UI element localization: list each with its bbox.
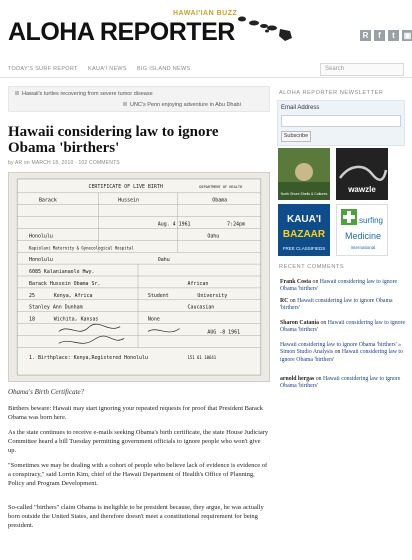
ad-wawzle[interactable] bbox=[336, 148, 388, 200]
ticker-item[interactable]: Hawaii's turtles recovering from severe tumor disease bbox=[15, 91, 153, 97]
svg-text:Student: Student bbox=[147, 292, 169, 299]
bullet-icon bbox=[123, 102, 127, 106]
cert-dept: DEPARTMENT OF HEALTH bbox=[199, 184, 243, 189]
search-input[interactable]: Search bbox=[320, 63, 404, 76]
svg-text:151 61 10641: 151 61 10641 bbox=[187, 355, 217, 361]
svg-text:Honolulu: Honolulu bbox=[29, 257, 53, 264]
nav-big-island-news[interactable]: BIG ISLAND NEWS bbox=[137, 66, 191, 72]
comment-item: arnold hergas on Hawaii considering law to ignore Obama 'birthers' bbox=[280, 376, 401, 390]
email-icon[interactable]: ▣ bbox=[403, 31, 412, 40]
svg-text:7:24pm: 7:24pm bbox=[227, 221, 245, 228]
subscribe-button[interactable]: Subscribe bbox=[281, 131, 311, 142]
palm-icon bbox=[278, 148, 330, 200]
svg-text:25: 25 bbox=[29, 292, 36, 299]
ad-kauai-bazaar[interactable] bbox=[278, 204, 330, 256]
comment-item: Hawaii considering law to ignore Obama 'birthers' » Simon Studio Analysis on Hawaii considering law to ignore Obama 'birthers' bbox=[280, 342, 403, 363]
cert-footer: 1. Birthplace: Kenya,Registered Honolulu bbox=[29, 355, 148, 362]
svg-text:6085 Kalanianaole Hwy.: 6085 Kalanianaole Hwy. bbox=[29, 269, 95, 276]
svg-text:BAZAAR: BAZAAR bbox=[282, 229, 326, 240]
svg-text:None: None bbox=[147, 316, 160, 323]
birth-certificate-image bbox=[8, 172, 270, 382]
image-caption: Obama's Birth Certificate? bbox=[8, 388, 85, 396]
article-paragraph: As the state continues to receive e-mails seeking Obama's birth certificate, the state House Judiciary Committee heard a bill Tuesday permitting government officials to ignore people who won't give up. bbox=[8, 429, 269, 454]
site-tagline: HAWAI'IAN BUZZ bbox=[173, 10, 238, 17]
svg-text:AUG -8 1961: AUG -8 1961 bbox=[207, 329, 241, 336]
site-header bbox=[0, 0, 412, 60]
social-links bbox=[360, 30, 412, 41]
comment-item: Sharon Catania on Hawaii considering law to ignore Obama 'birthers' bbox=[280, 320, 406, 334]
svg-text:Obama: Obama bbox=[212, 197, 228, 204]
article-title[interactable]: Hawaii considering law to ignore Obama 'birthers' bbox=[8, 124, 219, 156]
svg-text:18: 18 bbox=[29, 316, 36, 323]
ticker-item[interactable]: UNC's Penn enjoying adventure in Abu Dhabi bbox=[123, 102, 241, 108]
svg-text:international: international bbox=[350, 245, 376, 250]
newsletter-heading: ALOHA REPORTER NEWSLETTER bbox=[279, 90, 384, 96]
svg-text:Kenya, Africa: Kenya, Africa bbox=[53, 292, 93, 299]
svg-text:Kapiolani Maternity & Gynecolo: Kapiolani Maternity & Gynecological Hospital bbox=[29, 245, 134, 251]
newsletter-form bbox=[277, 100, 405, 146]
article-paragraph: Birthers beware: Hawaii may start ignoring your repeated requests for proof that President Barack Obama was born here. bbox=[8, 405, 264, 421]
svg-text:Stanley Ann Dunham: Stanley Ann Dunham bbox=[29, 304, 83, 311]
news-ticker bbox=[8, 86, 270, 112]
cert-title: CERTIFICATE OF LIVE BIRTH bbox=[88, 183, 163, 190]
svg-text:Medicine: Medicine bbox=[344, 231, 382, 241]
email-label: Email Address bbox=[281, 105, 320, 111]
recent-comments-heading: RECENT COMMENTS bbox=[279, 264, 345, 270]
svg-text:Barack: Barack bbox=[38, 197, 57, 204]
svg-text:FREE CLASSIFIEDS: FREE CLASSIFIEDS bbox=[282, 246, 326, 251]
svg-text:Aug. 4 1961: Aug. 4 1961 bbox=[157, 221, 191, 228]
wave-icon bbox=[336, 148, 388, 200]
email-field[interactable] bbox=[281, 115, 401, 127]
svg-text:Oahu: Oahu bbox=[207, 233, 220, 240]
site-logo[interactable]: ALOHA REPORTER bbox=[8, 18, 235, 46]
svg-text:surfing: surfing bbox=[358, 216, 384, 225]
svg-text:Hussein: Hussein bbox=[118, 197, 140, 204]
article-meta: by AR on MARCH 18, 2010 · 102 COMMENTS bbox=[8, 160, 120, 166]
bullet-icon bbox=[15, 91, 19, 95]
main-nav bbox=[0, 62, 412, 78]
comment-item: Frank Costa on Hawaii considering law to ignore Obama 'birthers' bbox=[280, 279, 398, 293]
comment-item: RC on Hawaii considering law to ignore Obama 'birthers' bbox=[280, 298, 393, 312]
svg-text:KAUA'I: KAUA'I bbox=[286, 214, 322, 225]
svg-text:Wichita, Kansas: Wichita, Kansas bbox=[53, 316, 99, 323]
svg-text:Honolulu: Honolulu bbox=[29, 233, 53, 240]
svg-text:wawzle: wawzle bbox=[348, 185, 376, 194]
ad-surfing-medicine[interactable] bbox=[336, 204, 388, 256]
nav-kauai-news[interactable]: KAUA'I NEWS bbox=[88, 66, 127, 72]
nav-surf-report[interactable]: TODAY'S SURF REPORT bbox=[8, 66, 78, 72]
svg-text:Caucasian: Caucasian bbox=[187, 304, 215, 311]
svg-text:African: African bbox=[187, 280, 209, 287]
svg-text:Barack Hussein Obama Sr.: Barack Hussein Obama Sr. bbox=[29, 280, 101, 287]
article-paragraph: So-called "birthers" claim Obama is ineligible to be president because, they argue, he was actually born outside the United States, and therefore doesn't meet a constitutional requirement for being president. bbox=[8, 504, 264, 529]
facebook-icon[interactable]: f bbox=[374, 30, 385, 41]
article-paragraph: "Sometimes we may be dealing with a cohort of people who believe lack of evidence is evidence of a conspiracy," said Lorrin Kim, chief of the Hawaii Department of Health's Office of Planning, Policy and Program Development. bbox=[8, 462, 268, 487]
svg-text:University: University bbox=[197, 292, 228, 299]
svg-text:North Shore Shells & Cultures: North Shore Shells & Cultures bbox=[280, 192, 328, 196]
rss-icon[interactable]: R bbox=[360, 30, 371, 41]
svg-text:Oahu: Oahu bbox=[157, 257, 170, 264]
twitter-icon[interactable]: t bbox=[388, 30, 399, 41]
hawaii-islands-icon bbox=[236, 14, 296, 42]
ad-north-shore[interactable] bbox=[278, 148, 330, 200]
